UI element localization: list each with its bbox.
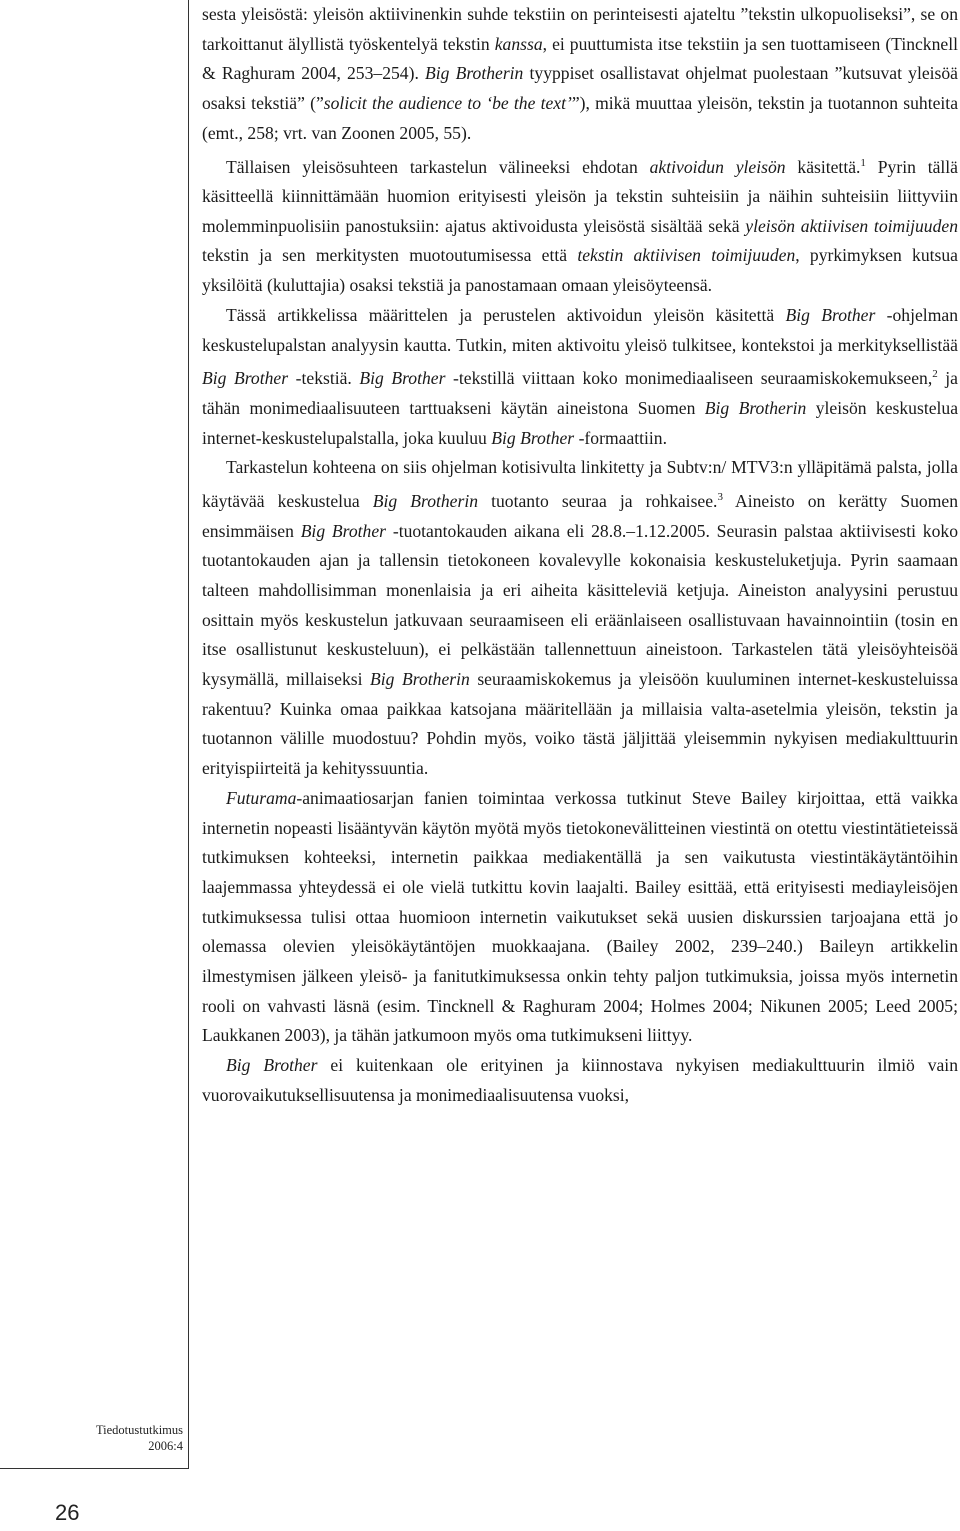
italic-text: Big Brother bbox=[785, 304, 876, 325]
text-run: , ei puuttumista itse tekstiin ja sen tuottamiseen (Tincknell & Raghuram 2004, 253–254). bbox=[202, 33, 958, 84]
text-run: -tuotantokauden aikana eli 28.8.–1.12.2005. Seurasin palstaa aktiivisesti koko tuotantokauden ajan ja tallensin tietokoneen kovalevylle kokonaisia keskusteluketjuja. Pyrin saamaan talteen mahdollisimman monenlaisia ja eri aiheita käsitteleviä ketjuja. Aineiston analyysini perustuu osittain myös keskustelun jatkuvaan seuraamiseen eli eräänlaiseen osallistuvaan havainnointiin (tosin en itse osallistunut keskusteluun), ei pelkästään tallennettuun aineistoon. Tarkastelen tätä yleisöyhteisöä kysymällä, millaiseksi bbox=[202, 520, 958, 690]
italic-text: Big Brother bbox=[491, 427, 575, 448]
footnote-ref: 2 bbox=[932, 368, 938, 381]
paragraph bbox=[202, 453, 958, 784]
text-run: Pyrin tällä käsitteellä kiinnittämään huomion erityisesti yleisön ja tekstin suhteisiin ja näihin suhteisiin liittyviin molemminpuolisiin panostuksiin: ajatus aktivoidusta yleisöstä sisältää sekä bbox=[202, 156, 958, 236]
text-run: -ohjelman keskustelupalstan analyysin kautta. Tutkin, miten aktivoitu yleisö tulkitsee, kontekstoi ja merkityksellistää bbox=[202, 304, 958, 355]
text-run: Tällaisen yleisösuhteen tarkastelun välineeksi ehdotan bbox=[226, 156, 650, 177]
text-run: ei kuitenkaan ole erityinen ja kiinnostava nykyisen mediakulttuurin ilmiö vain vuorovaikutuksellisuutensa ja monimediaalisuutensa vuoksi, bbox=[202, 1055, 958, 1105]
text-run: tekstin ja sen merkitysten muotoutumisessa että bbox=[202, 245, 578, 266]
text-run: tuotanto seuraa ja rohkaisee. bbox=[478, 490, 718, 511]
italic-text: Big Brother bbox=[359, 368, 446, 389]
italic-text: Big Brotherin bbox=[372, 490, 479, 511]
text-run: Tarkastelun kohteena on siis ohjelman kotisivulta linkitetty ja Subtv:n/ MTV3:n ylläpitämä palsta, jolla käytävää keskustelua bbox=[202, 457, 958, 511]
journal-label bbox=[96, 1422, 183, 1454]
text-run: yleisön keskustelua internet-keskustelupalstalla, joka kuuluu bbox=[202, 397, 959, 448]
italic-text: Big Brotherin bbox=[425, 63, 524, 84]
paragraph bbox=[202, 784, 958, 1051]
italic-text: Big Brother bbox=[226, 1055, 318, 1076]
paragraph bbox=[202, 1051, 958, 1110]
text-run: -tekstillä viittaan koko monimediaaliseen seuraamiskokemukseen, bbox=[445, 368, 933, 389]
italic-text: yleisön aktiivisen toimijuuden bbox=[745, 215, 958, 236]
page-number: 26 bbox=[55, 1500, 80, 1525]
text-run: , pyrkimyksen kutsua yksilöitä (kuluttajia) osaksi tekstiä ja panostamaan omaan yleisöyteensä. bbox=[202, 245, 958, 296]
italic-text: solicit the audience to ‘be the text’ bbox=[323, 93, 572, 114]
text-run: Tässä artikkelissa määrittelen ja perustelen aktivoidun yleisön käsitettä bbox=[226, 304, 786, 325]
text-run: -tekstiä. bbox=[288, 368, 360, 389]
sidebar-rule bbox=[188, 0, 189, 1468]
italic-text: Big Brotherin bbox=[704, 397, 807, 418]
text-run: ”), mikä muuttaa yleisön, tekstin ja tuotannon suhteita (emt., 258; vrt. van Zoonen 2005, 55). bbox=[202, 93, 958, 143]
text-run: -animaatiosarjan fanien toimintaa verkossa tutkinut Steve Bailey kirjoittaa, että vaikka internetin nopeasti lisääntyvän käytön myötä myös tietokonevälitteinen viestintä on otettu viestintätieteissä tutkimuksen kohteeksi, internetin paikkaa mediakentällä ja sen vaikutusta viestintäkäytäntöihin laajemmassa yhteydessä ei ole vielä tutkittu kovin laajalti. Bailey esittää, että erityisesti mediayleisöjen tutkimuksessa tulisi ottaa huomioon internetin vaikutukset sekä uusien diskurssien tarjoajana että jo olemassa olevien yleisökäytäntöjen muokkaajana. (Bailey 2002, 239–240.) Baileyn artikkelin ilmestymisen jälkeen yleisö- ja fanitutkimuksessa onkin tehty paljon tutkimuksia, joissa myös internetin rooli on vahvasti läsnä (esim. Tincknell & Raghuram 2004; Holmes 2004; Nikunen 2005; Leed 2005; Laukkanen 2003), ja tähän jatkumoon myös oma tutkimukseni liittyy. bbox=[202, 787, 958, 1046]
text-run: -formaattiin. bbox=[574, 427, 667, 448]
text-run: tyyppiset osallistavat ohjelmat puolestaan ”kutsuvat yleisöä osaksi tekstiä” (” bbox=[202, 63, 958, 114]
sidebar-bottom-rule bbox=[0, 1468, 189, 1469]
text-run: Aineisto on kerätty Suomen ensimmäisen bbox=[202, 490, 958, 541]
text-run: seuraamiskokemus ja yleisöön kuuluminen internet-keskusteluissa rakentuu? Kuinka omaa paikkaa katsojana määritellään ja millaisia valta-asetelmia yleisön, tekstin ja tuotannon välille muodostuu? Pohdin myös, voiko tästä jäljittää yleisemmin nykyisen mediakulttuurin erityispiirteitä ja kehityssuuntia. bbox=[202, 669, 959, 779]
article-body bbox=[202, 0, 958, 1111]
footnote-ref: 1 bbox=[860, 156, 866, 169]
italic-text: Big Brother bbox=[202, 368, 289, 389]
italic-text: Futurama bbox=[226, 787, 297, 808]
journal-issue: 2006:4 bbox=[148, 1439, 183, 1453]
text-run: ja tähän monimediaalisuuteen tarttuakseni käytän aineistona Suomen bbox=[202, 368, 958, 418]
paragraph bbox=[202, 0, 958, 149]
paragraph bbox=[202, 301, 958, 453]
footnote-ref: 3 bbox=[717, 490, 723, 503]
paragraph bbox=[202, 149, 958, 301]
text-run: sesta yleisöstä: yleisön aktiivinenkin suhde tekstiin on perinteisesti ajateltu ”tekstin ulkopuoliseksi”, se on tarkoittanut älyllistä työskentelyä tekstin bbox=[202, 4, 958, 54]
italic-text: Big Brotherin bbox=[370, 669, 470, 690]
text-run: käsitettä. bbox=[785, 156, 861, 177]
italic-text: aktivoidun yleisön bbox=[649, 156, 786, 177]
journal-name: Tiedotustutkimus bbox=[95, 1423, 183, 1437]
italic-text: kanssa bbox=[494, 33, 543, 54]
italic-text: tekstin aktiivisen toimijuuden bbox=[577, 245, 796, 266]
italic-text: Big Brother bbox=[300, 520, 387, 541]
